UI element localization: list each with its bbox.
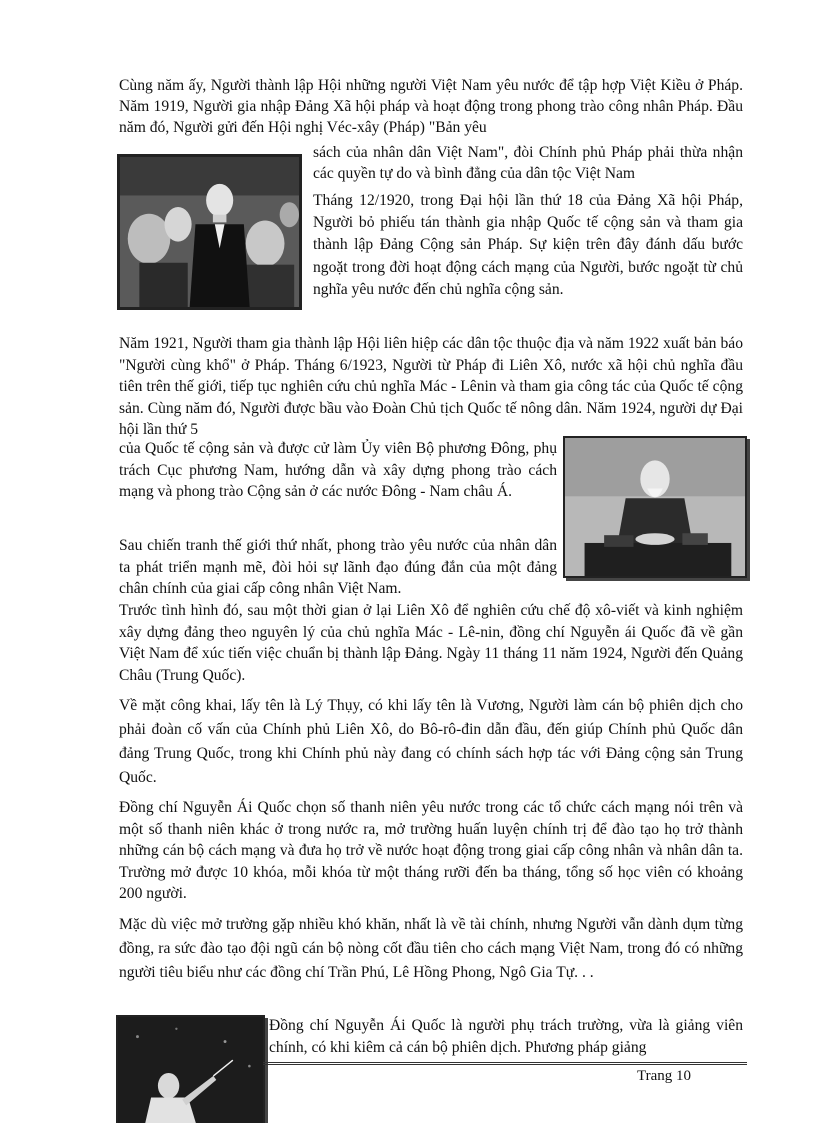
paragraph-1-top: Cùng năm ấy, Người thành lập Hội những người Việt Nam yêu nước để tập hợp Việt Kiều ở Pháp. Năm 1919, Người gia nhập Đảng Xã hội pháp và hoạt động trong phong trào công nhân Pháp. Đầu năm đó, Người gửi đến Hội nghị Véc-xây (Pháp) "Bản yêu: [119, 77, 743, 136]
paragraph-3-top: Năm 1921, Người tham gia thành lập Hội liên hiệp các dân tộc thuộc địa và năm 1922 xuất bản báo "Người cùng khổ" ở Pháp. Tháng 6/1923, Người từ Pháp đi Liên Xô, nước xã hội chủ nghĩa đầu tiên trên thế giới, tiếp tục nghiên cứu chủ nghĩa Mác - Lênin và tham gia công tác của Quốc tế cộng sản. Cùng năm đó, Người được bầu vào Đoàn Chủ tịch Quốc tế nông dân. Năm 1924, người dự Đại hội lần thứ 5: [119, 335, 743, 438]
paragraph-8: Đồng chí Nguyễn Ái Quốc là người phụ trách trường, vừa là giảng viên chính, có khi kiêm cả cán bộ phiên dịch. Phương pháp giảng: [269, 1017, 743, 1056]
photo-speaker: [116, 1015, 265, 1123]
paragraph-6: Đồng chí Nguyễn Ái Quốc chọn số thanh niên yêu nước trong các tổ chức cách mạng nói trên và một số thanh niên khác ở trong nước ra, mở trường huấn luyện chính trị để đào tạo họ trở thành những cán bộ cách mạng và đưa họ trở về nước hoạt động trong giai cấp công nhân và nhân dân ta. Trường mở được 10 khóa, mỗi khóa từ một tháng rưỡi đến ba tháng, tổng số học viên có khoảng 200 người.: [119, 799, 743, 902]
paragraph-7: Mặc dù việc mở trường gặp nhiều khó khăn, nhất là về tài chính, nhưng Người vẫn dành dụm từng đồng, ra sức đào tạo đội ngũ cán bộ nòng cốt đầu tiên cho cách mạng Việt Nam, trong đó có những người tiêu biểu như các đồng chí Trần Phú, Lê Hồng Phong, Ngô Gia Tự. . .: [119, 916, 743, 981]
paragraph-4-rest: Trước tình hình đó, sau một thời gian ở lại Liên Xô để nghiên cứu chế độ xô-viết và kinh nghiệm xây dựng đảng theo nguyên lý của chủ nghĩa Mác - Lê-nin, đồng chí Nguyễn ái Quốc đã về gần Việt Nam để xúc tiến việc chuẩn bị thành lập Đảng. Ngày 11 tháng 11 năm 1924, Người đến Quảng Châu (Trung Quốc).: [119, 602, 743, 684]
photo-desk: [563, 436, 747, 578]
paragraph-4-side: Sau chiến tranh thế giới thứ nhất, phong trào yêu nước của nhân dân ta phát triển mạnh mẽ, đòi hỏi sự lãnh đạo đúng đắn của một đảng chân chính của giai cấp công nhân Việt Nam.: [119, 537, 557, 597]
paragraph-1-side: sách của nhân dân Việt Nam", đòi Chính phủ Pháp phải thừa nhận các quyền tự do và bình đẳng của dân tộc Việt Nam: [313, 144, 743, 182]
photo-congress: [117, 154, 302, 310]
paragraph-5: Về mặt công khai, lấy tên là Lý Thụy, có khi lấy tên là Vương, Người làm cán bộ phiên dịch cho phải đoàn cố vấn của Chính phủ Liên Xô, do Bô-rô-đin dẫn đầu, đến giúp Chính phủ Quốc dân đảng Trung Quốc, trong khi Chính phủ này đang có chính sách hợp tác với Đảng cộng sản Trung Quốc.: [119, 697, 743, 786]
footer-rule: [263, 1062, 747, 1065]
paragraph-2: Tháng 12/1920, trong Đại hội lần thứ 18 của Đảng Xã hội Pháp, Người bỏ phiếu tán thành gia nhập Quốc tế cộng sản và tham gia thành lập Đảng Cộng sản Pháp. Sự kiện trên đây đánh dấu bước ngoặt trong đời hoạt động cách mạng của Người, bước ngoặt từ chủ nghĩa yêu nước đến chủ nghĩa cộng sản.: [313, 192, 743, 298]
paragraph-3-side: của Quốc tế cộng sản và được cử làm Ủy viên Bộ phương Đông, phụ trách Cục phương Nam, hướng dẫn và xây dựng phong trào cách mạng và phong trào Cộng sản ở các nước Đông - Nam châu Á.: [119, 440, 557, 500]
page-number: Trang 10: [637, 1068, 692, 1084]
